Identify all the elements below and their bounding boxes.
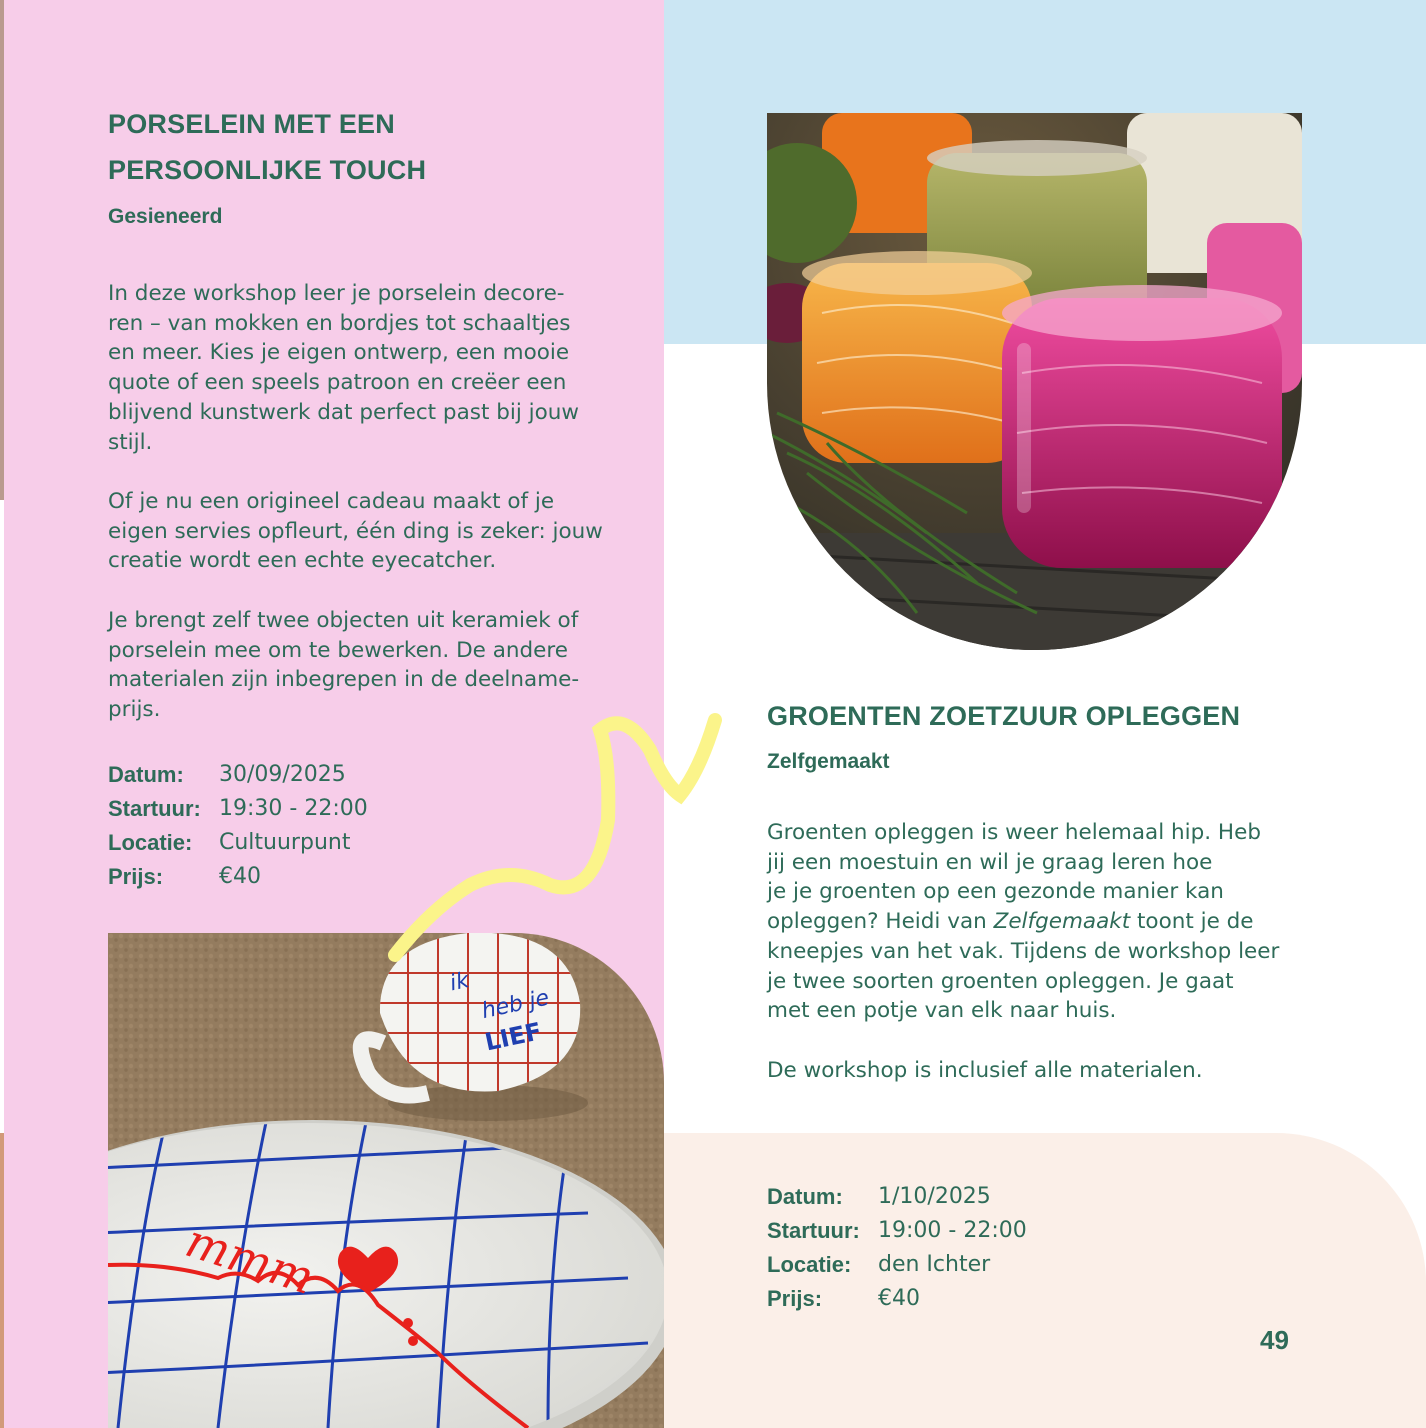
info-row-price: Prijs: €40 [108,864,261,889]
info-row-time: Startuur: 19:30 - 22:00 [108,796,368,821]
workshop1-organizer: Gesieneerd [108,205,223,228]
info-row-date: Datum: 30/09/2025 [108,762,346,787]
porcelain-photo [108,933,664,1428]
workshop2-paragraph-1: Groenten opleggen is weer helemaal hip. Heb jij een moestuin en wil je graag leren hoe je je groenten op een gezonde manier kan opleggen? Heidi van Zelfgemaakt toont je de kneepjes van het vak. Tijdens de workshop leer je twee soorten groenten opleggen. Je gaat met een potje van elk naar huis. [767,820,1280,1024]
workshop1-paragraph-3: Je brengt zelf twee objecten uit keramiek of porselein mee om te bewerken. De andere materialen zijn inbegrepen in de deelname- prijs. [108,608,580,723]
workshop2-title: GROENTEN ZOETZUUR OPLEGGEN [767,701,1241,731]
workshop1-paragraph-1: In deze workshop leer je porselein decore- ren – van mokken en bordjes tot schaaltjes en meer. Kies je eigen ontwerp, een mooie quote of een speels patroon en creëer een blijvend kunstwerk dat perfect past bij jouw stijl. [108,281,579,455]
info-row-location: Locatie: den Ichter [767,1252,991,1277]
cup-text-line2: heb je [479,985,552,1025]
cup-text-line3: LIEF [482,1017,545,1057]
page-number: 49 [1260,1325,1289,1355]
workshop2-organizer: Zelfgemaakt [767,750,890,773]
workshop2-paragraph-2: De workshop is inclusief alle materialen. [767,1058,1203,1083]
organizer-emphasis: Zelfgemaakt [993,909,1131,935]
cup-text-line1: ik [447,967,472,997]
info-row-time: Startuur: 19:00 - 22:00 [767,1218,1027,1243]
workshop1-info [108,758,368,894]
workshop1-paragraph-2: Of je nu een origineel cadeau maakt of je eigen servies opfleurt, één ding is zeker: jouw creatie wordt een echte eyecatcher. [108,489,603,574]
plate-text: mmm [179,1213,321,1305]
workshop1-title-line2: PERSOONLIJKE TOUCH [108,155,427,185]
info-row-date: Datum: 1/10/2025 [767,1184,991,1209]
pickled-vegetables-photo [767,113,1302,650]
info-row-price: Prijs: €40 [767,1286,920,1311]
info-row-location: Locatie: Cultuurpunt [108,830,351,855]
yellow-squiggle [380,700,740,980]
workshop1-title-line1: PORSELEIN MET EEN [108,109,395,139]
workshop1-title [108,101,426,193]
workshop2-info [767,1180,1027,1316]
